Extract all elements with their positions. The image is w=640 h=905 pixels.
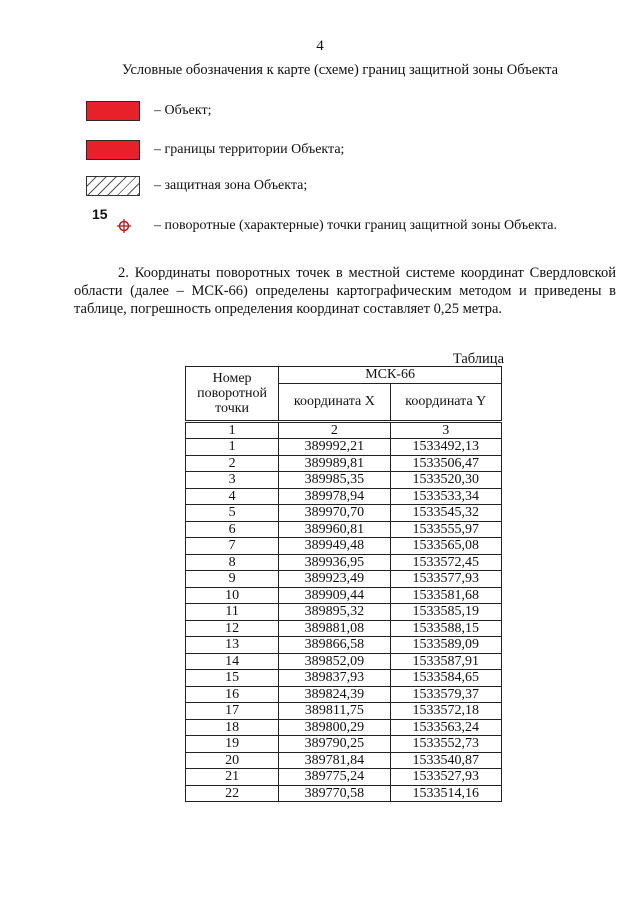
legend-item-label: – защитная зона Объекта; — [154, 178, 308, 193]
table-row — [186, 554, 502, 571]
coordinate-y-cell: 1533585,19 — [390, 604, 501, 621]
table-row — [186, 604, 502, 621]
coordinate-x-cell: 389852,09 — [279, 653, 390, 670]
coordinate-x-cell: 389978,94 — [279, 488, 390, 505]
point-number-cell: 11 — [186, 604, 279, 621]
coordinate-y-cell: 1533572,45 — [390, 554, 501, 571]
table-row — [186, 785, 502, 802]
coordinates-table — [185, 366, 502, 802]
table-row — [186, 439, 502, 456]
coordinate-y-cell: 1533552,73 — [390, 736, 501, 753]
coordinate-y-cell: 1533533,34 — [390, 488, 501, 505]
territory-swatch — [86, 140, 140, 160]
point-number-cell: 22 — [186, 785, 279, 802]
point-number-cell: 15 — [186, 670, 279, 687]
coordinate-y-cell: 1533506,47 — [390, 455, 501, 472]
column-number: 3 — [390, 421, 501, 439]
point-number-cell: 5 — [186, 505, 279, 522]
header-y: координата Y — [390, 383, 501, 421]
coordinate-x-cell: 389811,75 — [279, 703, 390, 720]
point-number-cell: 2 — [186, 455, 279, 472]
table-caption: Таблица — [452, 351, 504, 367]
table-row — [186, 455, 502, 472]
table-row — [186, 686, 502, 703]
point-number-cell: 3 — [186, 472, 279, 489]
coordinate-y-cell: 1533587,91 — [390, 653, 501, 670]
coordinate-y-cell: 1533589,09 — [390, 637, 501, 654]
legend-item-label: – границы территории Объекта; — [154, 142, 345, 157]
legend-item-label: – поворотные (характерные) точки границ защитной зоны Объекта. — [154, 218, 557, 233]
point-number-cell: 12 — [186, 620, 279, 637]
coordinate-y-cell: 1533581,68 — [390, 587, 501, 604]
legend-item-protective-zone — [86, 176, 616, 198]
point-number-cell: 10 — [186, 587, 279, 604]
table-row — [186, 703, 502, 720]
table-row — [186, 752, 502, 769]
hatch-swatch — [86, 176, 140, 196]
column-number: 2 — [279, 421, 390, 439]
crosshair-icon — [116, 218, 132, 234]
coordinate-y-cell: 1533520,30 — [390, 472, 501, 489]
coordinate-y-cell: 1533545,32 — [390, 505, 501, 522]
point-number-cell: 13 — [186, 637, 279, 654]
column-number: 1 — [186, 421, 279, 439]
table-row — [186, 571, 502, 588]
point-number-cell: 1 — [186, 439, 279, 456]
coordinate-x-cell: 389989,81 — [279, 455, 390, 472]
coordinate-x-cell: 389960,81 — [279, 521, 390, 538]
coordinate-y-cell: 1533588,15 — [390, 620, 501, 637]
point-number-cell: 17 — [186, 703, 279, 720]
header-coordinate-system: МСК-66 — [279, 367, 502, 384]
legend-title: Условные обозначения к карте (схеме) границ защитной зоны Объекта — [121, 62, 559, 78]
point-number-cell: 20 — [186, 752, 279, 769]
table-row — [186, 653, 502, 670]
table-row — [186, 505, 502, 522]
point-number-cell: 18 — [186, 719, 279, 736]
coordinate-x-cell: 389970,70 — [279, 505, 390, 522]
coordinate-y-cell: 1533577,93 — [390, 571, 501, 588]
table-row — [186, 670, 502, 687]
legend-item-label: – Объект; — [154, 103, 212, 118]
coordinate-x-cell: 389824,39 — [279, 686, 390, 703]
table-row — [186, 488, 502, 505]
table-row — [186, 538, 502, 555]
header-x: координата X — [279, 383, 390, 421]
coordinate-x-cell: 389936,95 — [279, 554, 390, 571]
point-number-cell: 7 — [186, 538, 279, 555]
coordinate-y-cell: 1533572,18 — [390, 703, 501, 720]
coordinate-y-cell: 1533555,97 — [390, 521, 501, 538]
legend-item-territory — [86, 140, 616, 162]
coordinate-x-cell: 389837,93 — [279, 670, 390, 687]
coordinate-x-cell: 389881,08 — [279, 620, 390, 637]
page-number: 4 — [316, 38, 324, 54]
header-point-number: Номер поворотной точки — [186, 367, 279, 422]
column-number-row — [186, 421, 502, 439]
coordinate-x-cell: 389895,32 — [279, 604, 390, 621]
table-row — [186, 587, 502, 604]
object-swatch — [86, 101, 140, 121]
coordinate-y-cell: 1533584,65 — [390, 670, 501, 687]
legend-item-turning-points — [86, 206, 616, 238]
table-row — [186, 736, 502, 753]
table-row — [186, 620, 502, 637]
point-number-cell: 19 — [186, 736, 279, 753]
coordinate-x-cell: 389866,58 — [279, 637, 390, 654]
coordinate-y-cell: 1533514,16 — [390, 785, 501, 802]
point-number-cell: 14 — [186, 653, 279, 670]
coordinate-y-cell: 1533579,37 — [390, 686, 501, 703]
point-number-cell: 6 — [186, 521, 279, 538]
point-number-cell: 21 — [186, 769, 279, 786]
coordinate-y-cell: 1533565,08 — [390, 538, 501, 555]
coordinate-x-cell: 389800,29 — [279, 719, 390, 736]
coordinate-y-cell: 1533540,87 — [390, 752, 501, 769]
coordinate-x-cell: 389992,21 — [279, 439, 390, 456]
point-number-cell: 8 — [186, 554, 279, 571]
turning-point-symbol — [92, 206, 152, 240]
table-row — [186, 521, 502, 538]
coordinate-x-cell: 389770,58 — [279, 785, 390, 802]
coordinate-x-cell: 389923,49 — [279, 571, 390, 588]
point-symbol-number: 15 — [92, 206, 108, 222]
table-row — [186, 472, 502, 489]
table-row — [186, 637, 502, 654]
table-row — [186, 769, 502, 786]
coordinates-paragraph: 2. Координаты поворотных точек в местной системе координат Свердловской области (далее – МСК-66) определены картографическим методом и приведены в таблице, погрешность определения координат составляет 0,25 метра. — [74, 265, 616, 317]
table-row — [186, 719, 502, 736]
point-number-cell: 4 — [186, 488, 279, 505]
coordinate-x-cell: 389781,84 — [279, 752, 390, 769]
legend-item-object — [86, 101, 616, 123]
coordinate-x-cell: 389790,25 — [279, 736, 390, 753]
coordinate-x-cell: 389985,35 — [279, 472, 390, 489]
coordinate-x-cell: 389775,24 — [279, 769, 390, 786]
coordinate-x-cell: 389909,44 — [279, 587, 390, 604]
coordinate-y-cell: 1533563,24 — [390, 719, 501, 736]
coordinate-y-cell: 1533527,93 — [390, 769, 501, 786]
point-number-cell: 9 — [186, 571, 279, 588]
coordinate-x-cell: 389949,48 — [279, 538, 390, 555]
coordinate-y-cell: 1533492,13 — [390, 439, 501, 456]
point-number-cell: 16 — [186, 686, 279, 703]
